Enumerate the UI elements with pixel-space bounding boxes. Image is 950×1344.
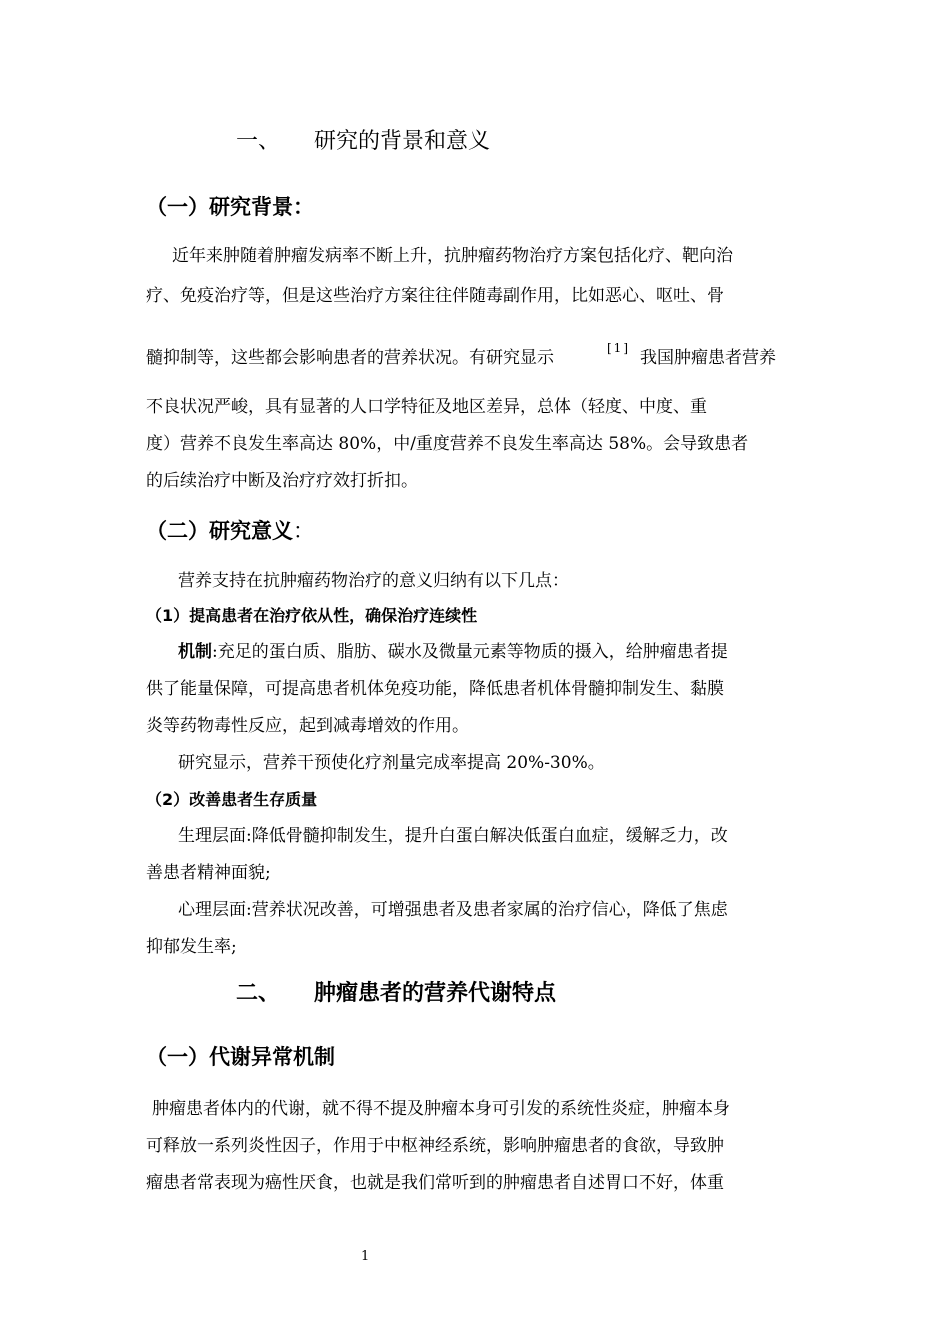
- subsection-heading: （一）代谢异常机制: [146, 1045, 335, 1069]
- section-2-heading: [236, 979, 556, 1009]
- paragraph-line: [178, 640, 728, 664]
- paragraph-line: 可释放一系列炎性因子，作用于中枢神经系统，影响肿瘤患者的食欲，导致肿: [146, 1136, 724, 1156]
- subsection-heading: （一）研究背景：: [146, 195, 314, 219]
- paragraph-line: 研究显示，营养干预使化疗剂量完成率提高 20%-30%。: [178, 753, 605, 773]
- paragraph-line: 抑郁发生率;: [146, 937, 237, 957]
- section-number: 二、: [236, 981, 281, 1006]
- paragraph-line: 疗、免疫治疗等，但是这些治疗方案往往伴随毒副作用，比如恶心、呕吐、骨: [146, 286, 724, 306]
- paragraph-line: 髓抑制等，这些都会影响患者的营养状况。有研究显示: [146, 348, 554, 368]
- paragraph-line: 不良状况严峻，具有显著的人口学特征及地区差异，总体（轻度、中度、重: [146, 397, 707, 417]
- paragraph-line: 营养支持在抗肿瘤药物治疗的意义归纳有以下几点：: [178, 571, 569, 591]
- section-number: 一、: [236, 129, 281, 154]
- paragraph-line: 炎等药物毒性反应，起到减毒增效的作用。: [146, 716, 469, 736]
- section-title: 研究的背景和意义: [314, 129, 491, 154]
- paragraph-line: 近年来肿随着肿瘤发病率不断上升，抗肿瘤药物治疗方案包括化疗、靶向治: [172, 246, 733, 266]
- paragraph-line: 我国肿瘤患者营养: [640, 348, 776, 368]
- paragraph-line: 瘤患者常表现为癌性厌食，也就是我们常听到的肿瘤患者自述胃口不好，体重: [146, 1173, 724, 1193]
- citation-reference: [1]: [607, 341, 630, 355]
- paragraph-line: 肿瘤患者体内的代谢，就不得不提及肿瘤本身可引发的系统性炎症，肿瘤本身: [152, 1099, 730, 1119]
- paragraph-line: 度）营养不良发生率高达 80%，中/重度营养不良发生率高达 58%。会导致患者: [146, 434, 749, 454]
- paragraph-line: 的后续治疗中断及治疗疗效打折扣。: [146, 471, 418, 491]
- paragraph-line: 供了能量保障，可提高患者机体免疫功能，降低患者机体骨髓抑制发生、黏膜: [146, 679, 724, 699]
- page-number: 1: [361, 1249, 370, 1264]
- mechanism-text: :充足的蛋白质、脂肪、碳水及微量元素等物质的摄入，给肿瘤患者提: [212, 642, 728, 662]
- paragraph-line: 心理层面:营养状况改善，可增强患者及患者家属的治疗信心，降低了焦虑: [178, 900, 728, 920]
- section-title: 肿瘤患者的营养代谢特点: [314, 981, 557, 1006]
- subsection-title-colon: ：: [293, 519, 314, 543]
- subsection-heading: [146, 517, 314, 545]
- subsection-title: （二）研究意义: [146, 519, 293, 543]
- mechanism-label: 机制: [178, 642, 212, 662]
- point-heading: （2）改善患者生存质量: [146, 790, 318, 809]
- paragraph-line: 生理层面:降低骨髓抑制发生，提升白蛋白解决低蛋白血症，缓解乏力，改: [178, 826, 728, 846]
- section-1-heading: [236, 127, 490, 157]
- paragraph-line: 善患者精神面貌;: [146, 863, 271, 883]
- point-heading: （1）提高患者在治疗依从性，确保治疗连续性: [146, 606, 478, 625]
